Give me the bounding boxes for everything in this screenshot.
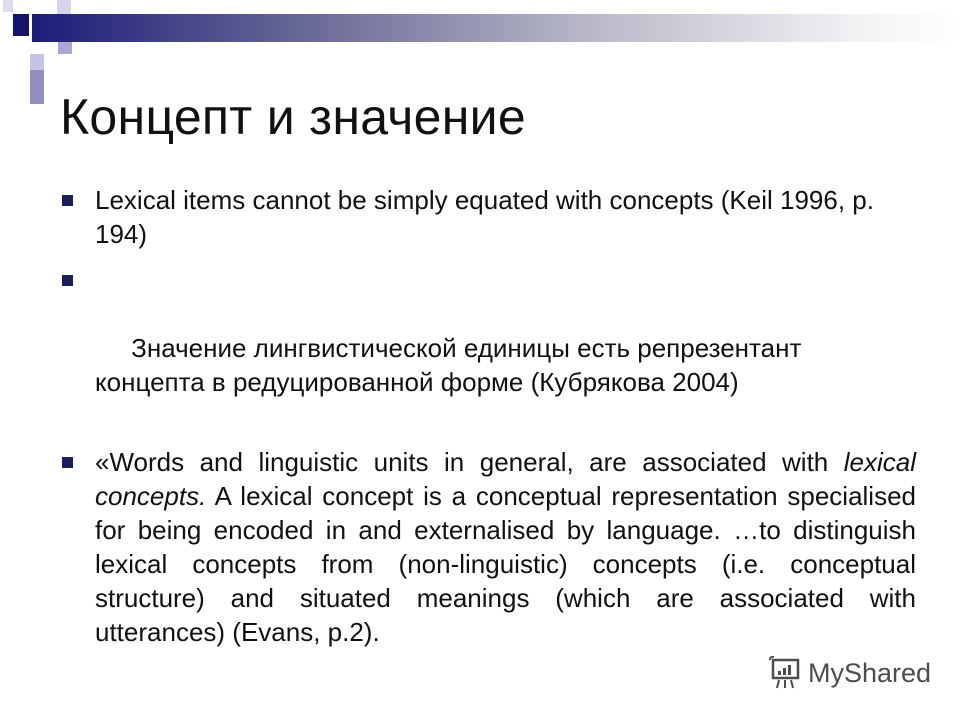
- deco-square: [13, 14, 29, 36]
- header-gradient-bar: [32, 14, 960, 42]
- bullet-text-italic: lexical concepts.: [95, 447, 916, 511]
- square-bullet-icon: [62, 275, 73, 286]
- square-bullet-icon: [62, 457, 73, 468]
- watermark-logo: [768, 656, 931, 690]
- bullet-list: [60, 183, 916, 661]
- slide-title: Концепт и значение: [60, 89, 526, 145]
- bullet-item: [60, 263, 916, 433]
- bullet-text: Lexical items cannot be simply equated with concepts (Keil 1996, p. 194): [95, 185, 874, 249]
- deco-square: [3, 0, 13, 12]
- bullet-item: [60, 445, 916, 649]
- deco-square: [30, 54, 44, 70]
- bullet-text-end: A lexical concept is a conceptual representation specialised for being encoded in and externalised by language. …to distinguish lexical concepts from (non-linguistic) concepts (i.e. conceptual structure) and situated meanings (which are associated with utterances) (Evans, p.2).: [95, 481, 916, 647]
- bullet-item: [60, 183, 916, 251]
- bullet-text: Значение лингвистической единицы есть репрезентант концепта в редуцированной форме (Кубрякова 2004): [95, 333, 809, 397]
- presentation-board-icon: [768, 656, 802, 690]
- watermark-text: MyShared: [808, 657, 932, 688]
- deco-square: [57, 0, 71, 14]
- bullet-text-start: «Words and linguistic units in general, are associated with: [95, 447, 844, 477]
- square-bullet-icon: [62, 195, 73, 206]
- deco-square: [30, 70, 44, 104]
